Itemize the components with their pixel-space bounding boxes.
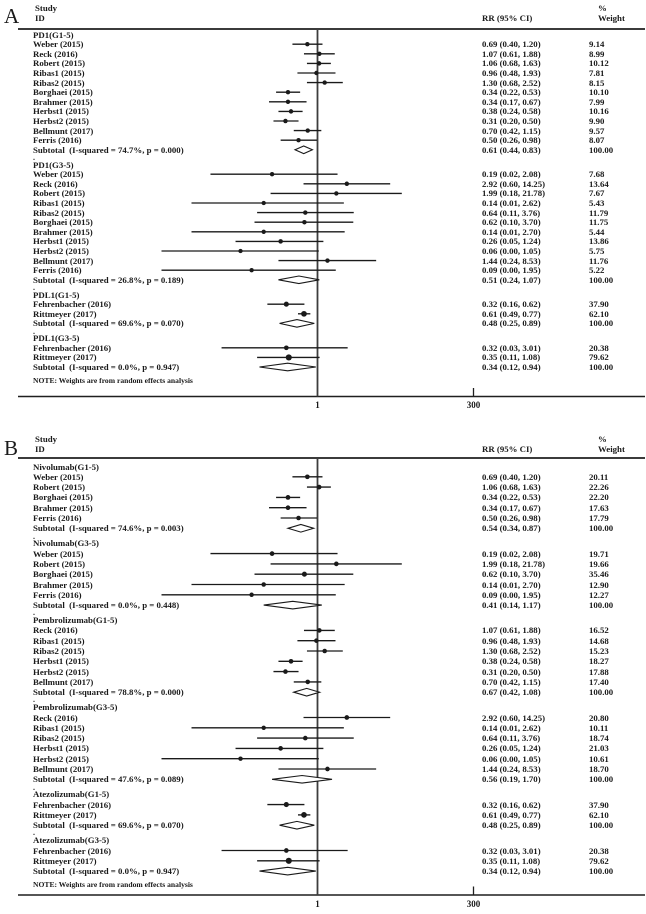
study-label: Ribas1 (2015): [33, 68, 85, 78]
study-label: Borghaei (2015): [33, 87, 93, 98]
weight-value: 19.71: [589, 548, 609, 559]
weight-value: 20.80: [589, 712, 609, 723]
rr-ci-value: 0.48 (0.25, 0.89): [482, 820, 541, 831]
forest-study-row: [0, 265, 646, 275]
weight-value: 100.00: [589, 774, 614, 785]
study-label: Bellmunt (2017): [33, 764, 94, 774]
forest-study-row: [0, 656, 646, 666]
forest-study-row: [0, 97, 646, 107]
study-label: Reck (2016): [33, 712, 78, 723]
study-label: Rittmeyer (2017): [33, 809, 97, 820]
study-label: Ribas2 (2015): [33, 733, 85, 744]
rr-ci-value: 0.34 (0.12, 0.94): [482, 362, 541, 372]
forest-study-row: [0, 580, 646, 590]
weight-value: 20.11: [589, 471, 609, 482]
rr-ci-value: 0.48 (0.25, 0.89): [482, 318, 541, 329]
weight-value: 100.00: [589, 274, 614, 285]
forest-group-header-row: [0, 538, 646, 548]
weight-value: 100.00: [589, 820, 614, 831]
rr-ci-value: 0.32 (0.03, 3.01): [482, 845, 541, 856]
rr-ci-value: 0.38 (0.24, 0.58): [482, 656, 541, 667]
forest-study-row: [0, 856, 646, 866]
rr-ci-value: 0.34 (0.17, 0.67): [482, 96, 541, 107]
rr-ci-value: 1.30 (0.68, 2.52): [482, 77, 541, 88]
forest-study-row: [0, 256, 646, 266]
weight-value: 5.43: [589, 198, 605, 208]
forest-study-row: [0, 227, 646, 237]
spacer-dot: .: [33, 828, 35, 838]
forest-study-row: [0, 569, 646, 579]
note-text: NOTE: Weights are from random effects analysis: [33, 375, 193, 385]
rr-ci-value: 0.67 (0.42, 1.08): [482, 687, 541, 698]
weight-value: 7.81: [589, 68, 605, 78]
study-label: Subtotal (I-squared = 0.0%, p = 0.947): [33, 362, 180, 372]
rr-ci-value: 0.35 (0.11, 1.08): [482, 352, 541, 363]
column-header-percent: %: [598, 3, 607, 13]
forest-study-row: [0, 513, 646, 523]
study-label: Atezolizumab(G3-5): [33, 835, 110, 846]
study-label: Brahmer (2015): [33, 96, 93, 107]
rr-ci-value: 1.44 (0.24, 8.53): [482, 764, 541, 774]
study-label: Borghaei (2015): [33, 217, 93, 228]
rr-ci-value: 0.34 (0.12, 0.94): [482, 866, 541, 877]
study-label: Herbst1 (2015): [33, 656, 89, 667]
study-label: Ribas2 (2015): [33, 77, 85, 88]
forest-subtotal-row: [0, 362, 646, 372]
study-label: Subtotal (I-squared = 26.8%, p = 0.189): [33, 274, 184, 285]
rr-ci-value: 0.96 (0.48, 1.93): [482, 68, 541, 78]
column-header-weight: Weight: [598, 13, 625, 23]
study-label: Fehrenbacher (2016): [33, 845, 112, 856]
rr-ci-value: 0.14 (0.01, 2.70): [482, 579, 541, 590]
weight-value: 79.62: [589, 855, 609, 866]
forest-study-row: [0, 126, 646, 136]
forest-study-row: [0, 846, 646, 856]
study-label: Brahmer (2015): [33, 226, 93, 237]
weight-value: 11.75: [589, 217, 609, 228]
study-label: Ferris (2016): [33, 589, 82, 600]
forest-study-row: [0, 733, 646, 743]
study-label: Ribas2 (2015): [33, 646, 85, 656]
rr-ci-value: 2.92 (0.60, 14.25): [482, 712, 546, 723]
forest-study-row: [0, 343, 646, 353]
rr-ci-value: 1.30 (0.68, 2.52): [482, 646, 541, 656]
rr-ci-value: 1.06 (0.68, 1.63): [482, 482, 541, 493]
weight-value: 11.79: [589, 207, 609, 218]
weight-value: 35.46: [589, 569, 609, 580]
forest-study-row: [0, 236, 646, 246]
weight-value: 10.12: [589, 58, 609, 69]
forest-study-row: [0, 800, 646, 810]
weight-value: 14.68: [589, 635, 609, 646]
forest-study-row: [0, 472, 646, 482]
rr-ci-value: 0.19 (0.02, 2.08): [482, 169, 541, 180]
forest-study-row: [0, 39, 646, 49]
weight-value: 100.00: [589, 523, 614, 534]
weight-value: 7.68: [589, 169, 605, 180]
study-label: Robert (2015): [33, 558, 86, 569]
weight-value: 10.11: [589, 722, 609, 733]
study-label: Subtotal (I-squared = 74.7%, p = 0.000): [33, 144, 184, 155]
study-label: Herbst2 (2015): [33, 246, 89, 256]
forest-study-row: [0, 625, 646, 635]
forest-study-row: [0, 188, 646, 198]
study-label: Ribas1 (2015): [33, 722, 85, 733]
rr-ci-value: 0.34 (0.22, 0.53): [482, 492, 541, 503]
column-header-study: Study: [35, 3, 58, 13]
weight-value: 12.27: [589, 589, 609, 600]
forest-note-row: [0, 880, 646, 890]
rr-ci-value: 0.09 (0.00, 1.95): [482, 265, 541, 276]
study-label: Herbst2 (2015): [33, 116, 89, 126]
forest-study-row: [0, 810, 646, 820]
study-label: Nivolumab(G1-5): [33, 461, 99, 472]
weight-value: 20.38: [589, 845, 609, 856]
study-label: Ferris (2016): [33, 513, 82, 523]
study-label: Reck (2016): [33, 178, 78, 189]
rr-ci-value: 0.61 (0.44, 0.83): [482, 144, 541, 155]
study-label: Rittmeyer (2017): [33, 352, 97, 363]
weight-value: 9.57: [589, 125, 605, 136]
rr-ci-value: 0.14 (0.01, 2.70): [482, 226, 541, 237]
forest-study-row: [0, 754, 646, 764]
study-label: Subtotal (I-squared = 69.6%, p = 0.070): [33, 318, 184, 329]
weight-value: 18.27: [589, 656, 609, 667]
study-label: Fehrenbacher (2016): [33, 299, 112, 310]
rr-ci-value: 0.32 (0.16, 0.62): [482, 799, 541, 810]
rr-ci-value: 0.64 (0.11, 3.76): [482, 733, 541, 744]
rr-ci-value: 0.06 (0.00, 1.05): [482, 753, 541, 764]
rr-ci-value: 0.26 (0.05, 1.24): [482, 743, 541, 754]
spacer-dot: .: [33, 695, 35, 705]
study-label: Rittmeyer (2017): [33, 308, 97, 319]
weight-value: 17.40: [589, 676, 609, 687]
study-label: Subtotal (I-squared = 69.6%, p = 0.070): [33, 820, 184, 831]
forest-study-row: [0, 169, 646, 179]
rr-ci-value: 0.14 (0.01, 2.62): [482, 722, 541, 733]
study-label: Reck (2016): [33, 48, 78, 59]
rr-ci-value: 1.99 (0.18, 21.78): [482, 558, 546, 569]
study-label: Nivolumab(G3-5): [33, 538, 99, 549]
study-label: PDL1(G3-5): [33, 333, 80, 344]
study-label: Subtotal (I-squared = 0.0%, p = 0.448): [33, 600, 180, 611]
study-label: Herbst1 (2015): [33, 236, 89, 247]
weight-value: 10.16: [589, 106, 609, 117]
weight-value: 19.66: [589, 558, 609, 569]
study-label: Brahmer (2015): [33, 502, 93, 513]
rr-ci-value: 0.09 (0.00, 1.95): [482, 589, 541, 600]
weight-value: 13.86: [589, 236, 609, 247]
weight-value: 20.38: [589, 342, 609, 353]
study-label: Ferris (2016): [33, 265, 82, 276]
forest-study-row: [0, 299, 646, 309]
study-label: Bellmunt (2017): [33, 676, 94, 687]
weight-value: 100.00: [589, 362, 614, 372]
spacer-dot: .: [33, 152, 35, 162]
weight-value: 100.00: [589, 600, 614, 611]
weight-value: 100.00: [589, 144, 614, 155]
weight-value: 9.90: [589, 116, 605, 126]
study-label: Subtotal (I-squared = 47.6%, p = 0.089): [33, 774, 184, 785]
forest-study-row: [0, 723, 646, 733]
weight-value: 17.63: [589, 502, 609, 513]
study-label: Ferris (2016): [33, 135, 82, 146]
forest-study-row: [0, 503, 646, 513]
forest-study-row: [0, 198, 646, 208]
rr-ci-value: 0.56 (0.19, 1.70): [482, 774, 541, 785]
study-label: Ribas1 (2015): [33, 198, 85, 208]
forest-group-header-row: [0, 615, 646, 625]
weight-value: 79.62: [589, 352, 609, 363]
rr-ci-value: 1.44 (0.24, 8.53): [482, 255, 541, 266]
weight-value: 5.44: [589, 226, 605, 237]
column-header-rr-ci: RR (95% CI): [482, 444, 533, 454]
study-label: PDL1(G1-5): [33, 289, 80, 300]
weight-value: 100.00: [589, 866, 614, 877]
rr-ci-value: 0.50 (0.26, 0.98): [482, 135, 541, 146]
study-label: Pembrolizumab(G1-5): [33, 615, 118, 626]
forest-study-row: [0, 309, 646, 319]
weight-value: 21.03: [589, 743, 609, 754]
rr-ci-value: 0.69 (0.40, 1.20): [482, 471, 541, 482]
panel-a-letter: A: [4, 4, 20, 28]
forest-group-header-row: [0, 462, 646, 472]
weight-value: 7.99: [589, 96, 605, 107]
rr-ci-value: 2.92 (0.60, 14.25): [482, 178, 546, 189]
study-label: Robert (2015): [33, 482, 86, 493]
weight-value: 15.23: [589, 646, 609, 656]
forest-study-row: [0, 106, 646, 116]
column-header-weight: Weight: [598, 444, 625, 454]
rr-ci-value: 0.70 (0.42, 1.15): [482, 676, 541, 687]
forest-study-row: [0, 135, 646, 145]
study-label: Pembrolizumab(G3-5): [33, 702, 118, 713]
forest-study-row: [0, 636, 646, 646]
study-label: Bellmunt (2017): [33, 255, 94, 266]
weight-value: 22.20: [589, 492, 609, 503]
study-label: Weber (2015): [33, 169, 84, 180]
study-label: Atezolizumab(G1-5): [33, 789, 110, 800]
forest-study-row: [0, 677, 646, 687]
forest-study-row: [0, 68, 646, 78]
rr-ci-value: 0.32 (0.16, 0.62): [482, 299, 541, 310]
weight-value: 7.67: [589, 188, 605, 199]
forest-study-row: [0, 49, 646, 59]
study-label: Ribas1 (2015): [33, 635, 85, 646]
rr-ci-value: 1.99 (0.18, 21.78): [482, 188, 546, 199]
forest-study-row: [0, 667, 646, 677]
rr-ci-value: 0.62 (0.10, 3.70): [482, 217, 541, 228]
forest-group-header-row: [0, 835, 646, 845]
rr-ci-value: 0.50 (0.26, 0.98): [482, 513, 541, 523]
weight-value: 8.07: [589, 135, 605, 146]
rr-ci-value: 0.41 (0.14, 1.17): [482, 600, 541, 611]
rr-ci-value: 0.62 (0.10, 3.70): [482, 569, 541, 580]
spacer-dot: .: [33, 531, 35, 541]
rr-ci-value: 0.51 (0.24, 1.07): [482, 274, 541, 285]
rr-ci-value: 0.31 (0.20, 0.50): [482, 666, 541, 677]
column-header-id: ID: [35, 13, 45, 23]
study-label: Herbst1 (2015): [33, 743, 89, 754]
rr-ci-value: 0.38 (0.24, 0.58): [482, 106, 541, 117]
weight-value: 37.90: [589, 799, 609, 810]
weight-value: 18.70: [589, 764, 609, 774]
study-label: Subtotal (I-squared = 78.8%, p = 0.000): [33, 687, 184, 698]
spacer-dot: .: [33, 782, 35, 792]
weight-value: 37.90: [589, 299, 609, 310]
rr-ci-value: 1.06 (0.68, 1.63): [482, 58, 541, 69]
spacer-dot: .: [33, 282, 35, 292]
weight-value: 13.64: [589, 178, 609, 189]
weight-value: 18.74: [589, 733, 609, 744]
forest-study-row: [0, 246, 646, 256]
forest-note-row: [0, 376, 646, 386]
weight-value: 100.00: [589, 687, 614, 698]
forest-study-row: [0, 179, 646, 189]
rr-ci-value: 0.96 (0.48, 1.93): [482, 635, 541, 646]
forest-study-row: [0, 646, 646, 656]
study-label: Bellmunt (2017): [33, 125, 94, 136]
weight-value: 62.10: [589, 809, 609, 820]
weight-value: 16.52: [589, 625, 609, 636]
rr-ci-value: 0.19 (0.02, 2.08): [482, 548, 541, 559]
study-label: Subtotal (I-squared = 74.6%, p = 0.003): [33, 523, 184, 534]
axis-tick-label: 300: [466, 898, 481, 909]
rr-ci-value: 0.34 (0.17, 0.67): [482, 502, 541, 513]
axis-tick-label: 1: [315, 400, 320, 410]
forest-group-header-row: [0, 160, 646, 170]
axis-tick-label: 1: [315, 898, 320, 909]
forest-study-row: [0, 208, 646, 218]
rr-ci-value: 0.54 (0.34, 0.87): [482, 523, 541, 534]
forest-group-header-row: [0, 702, 646, 712]
spacer-dot: .: [33, 326, 35, 336]
study-label: Herbst2 (2015): [33, 666, 89, 677]
note-text: NOTE: Weights are from random effects analysis: [33, 880, 193, 890]
weight-value: 9.14: [589, 39, 605, 50]
study-label: Ribas2 (2015): [33, 207, 85, 218]
rr-ci-value: 0.35 (0.11, 1.08): [482, 855, 541, 866]
forest-study-row: [0, 217, 646, 227]
study-label: PD1(G3-5): [33, 159, 74, 170]
forest-study-row: [0, 549, 646, 559]
rr-ci-value: 0.70 (0.42, 1.15): [482, 125, 541, 136]
study-label: Herbst1 (2015): [33, 106, 89, 117]
study-label: Weber (2015): [33, 471, 84, 482]
study-label: Borghaei (2015): [33, 492, 93, 503]
weight-value: 17.88: [589, 666, 609, 677]
forest-study-row: [0, 764, 646, 774]
study-label: Reck (2016): [33, 625, 78, 636]
study-label: Fehrenbacher (2016): [33, 799, 112, 810]
forest-group-header-row: [0, 290, 646, 300]
weight-value: 100.00: [589, 318, 614, 329]
rr-ci-value: 0.34 (0.22, 0.53): [482, 87, 541, 98]
forest-study-row: [0, 78, 646, 88]
rr-ci-value: 0.06 (0.00, 1.05): [482, 246, 541, 256]
forest-study-row: [0, 743, 646, 753]
rr-ci-value: 0.14 (0.01, 2.62): [482, 198, 541, 208]
weight-value: 22.26: [589, 482, 609, 493]
study-label: PD1(G1-5): [33, 29, 74, 40]
rr-ci-value: 0.61 (0.49, 0.77): [482, 308, 541, 319]
study-label: Brahmer (2015): [33, 579, 93, 590]
weight-value: 5.22: [589, 265, 605, 276]
forest-subtotal-row: [0, 866, 646, 876]
study-label: Fehrenbacher (2016): [33, 342, 112, 353]
study-label: Robert (2015): [33, 58, 86, 69]
rr-ci-value: 0.31 (0.20, 0.50): [482, 116, 541, 126]
weight-value: 12.90: [589, 579, 609, 590]
forest-study-row: [0, 87, 646, 97]
weight-value: 17.79: [589, 513, 609, 523]
forest-study-row: [0, 116, 646, 126]
study-label: Weber (2015): [33, 548, 84, 559]
forest-study-row: [0, 352, 646, 362]
rr-ci-value: 0.32 (0.03, 3.01): [482, 342, 541, 353]
forest-study-row: [0, 482, 646, 492]
weight-value: 10.61: [589, 753, 609, 764]
forest-group-header-row: [0, 333, 646, 343]
column-header-study: Study: [35, 434, 58, 444]
axis-tick-label: 300: [466, 400, 481, 410]
rr-ci-value: 1.07 (0.61, 1.88): [482, 48, 541, 59]
rr-ci-value: 0.69 (0.40, 1.20): [482, 39, 541, 50]
column-header-id: ID: [35, 444, 45, 454]
weight-value: 8.15: [589, 77, 605, 88]
rr-ci-value: 1.07 (0.61, 1.88): [482, 625, 541, 636]
forest-study-row: [0, 590, 646, 600]
study-label: Herbst2 (2015): [33, 753, 89, 764]
study-label: Borghaei (2015): [33, 569, 93, 580]
column-header-rr-ci: RR (95% CI): [482, 13, 533, 23]
weight-value: 5.75: [589, 246, 605, 256]
study-label: Robert (2015): [33, 188, 86, 199]
weight-value: 8.99: [589, 48, 605, 59]
spacer-dot: .: [33, 608, 35, 618]
forest-group-header-row: [0, 789, 646, 799]
study-label: Weber (2015): [33, 39, 84, 50]
forest-study-row: [0, 713, 646, 723]
study-label: Subtotal (I-squared = 0.0%, p = 0.947): [33, 866, 180, 877]
forest-group-header-row: [0, 30, 646, 40]
weight-value: 11.76: [589, 255, 609, 266]
forest-study-row: [0, 559, 646, 569]
rr-ci-value: 0.64 (0.11, 3.76): [482, 207, 541, 218]
study-label: Rittmeyer (2017): [33, 855, 97, 866]
forest-study-row: [0, 58, 646, 68]
rr-ci-value: 0.26 (0.05, 1.24): [482, 236, 541, 247]
forest-study-row: [0, 492, 646, 502]
weight-value: 62.10: [589, 308, 609, 319]
column-header-percent: %: [598, 434, 607, 444]
panel-b-letter: B: [4, 436, 19, 460]
weight-value: 10.10: [589, 87, 609, 98]
rr-ci-value: 0.61 (0.49, 0.77): [482, 809, 541, 820]
